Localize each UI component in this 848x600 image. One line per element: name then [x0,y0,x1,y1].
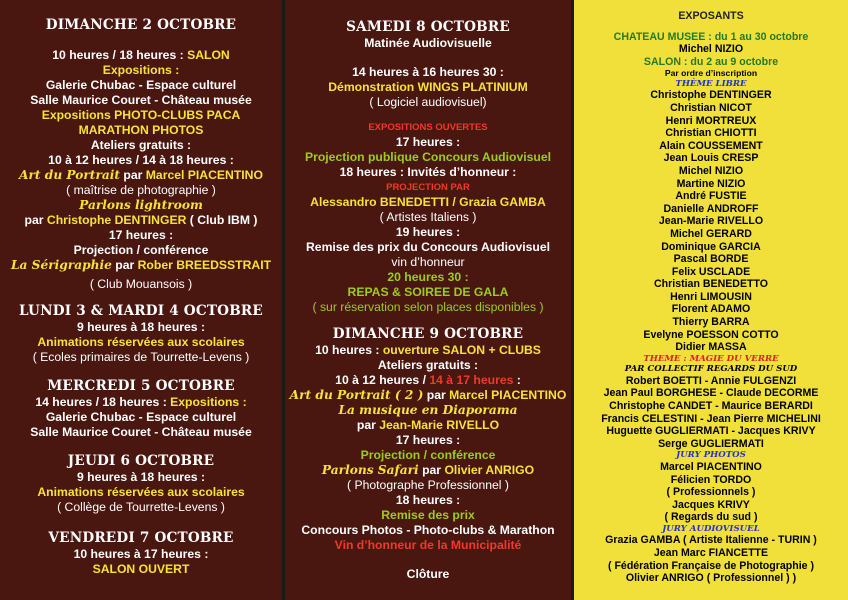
exhibitor-line: SALON : du 2 au 9 octobre [643,55,779,68]
schedule-line: 19 heures : [395,225,461,239]
schedule-line: ( Collège de Tourrette-Levens ) [57,500,225,514]
day-heading: DIMANCHE 9 OCTOBRE [332,326,524,342]
schedule-line: REPAS & SOIREE DE GALA [347,285,509,299]
exhibitor-line: Par ordre d’inscription [664,68,758,79]
schedule-line: ( maîtrise de photographie ) [66,183,216,197]
jury-heading: JURY PHOTOS [676,450,746,461]
schedule-line: vin d’honneur [391,255,465,269]
name-2: Christian NICOT [670,101,752,114]
schedule-line: 14 heures / 18 heures : Expositions : [35,395,247,409]
exhibitor-line: Michel NIZIO [678,43,744,56]
schedule-line: Animations réservées aux scolaires [37,485,245,499]
collective-name-2: Jean Paul BORGHESE - Claude DECORME [603,387,819,400]
name-9: André FUSTIE [675,190,747,203]
collective-name-1: Robert BOETTI - Annie FULGENZI [625,374,797,387]
schedule-line: 17 heures : [395,135,461,149]
schedule-line: Art du Portrait par Marcel PIACENTINO [19,168,263,182]
program-column-2 [285,0,571,600]
jury-heading: JURY AUDIOVISUEL [662,523,760,534]
schedule-line: 20 heures 30 : [387,270,469,284]
schedule-line: par Jean-Marie RIVELLO [356,418,500,432]
schedule-line: La musique en Diaporama [338,403,518,417]
name-17: Henri LIMOUSIN [670,290,752,303]
schedule-line: Expositions : [102,63,180,77]
name-10: Danielle ANDROFF [663,202,759,215]
schedule-line: Projection publique Concours Audiovisuel [304,150,552,164]
schedule-line: MARATHON PHOTOS [78,123,204,137]
day-heading: DIMANCHE 2 OCTOBRE [45,17,237,33]
schedule-line: Parlons Safari par Olivier ANRIGO [321,463,535,477]
name-15: Felix USCLADE [671,265,751,278]
collective-heading: PAR COLLECTIF REGARDS DU SUD [624,364,798,375]
day-heading: LUNDI 3 & MARDI 4 OCTOBRE [19,303,263,319]
name-20: Evelyne POESSON COTTO [643,328,779,341]
schedule-line: 14 heures à 16 heures 30 : [352,65,504,79]
schedule-line: Remise des prix [381,508,475,522]
exhibitors-column [574,0,848,600]
schedule-line: Remise des prix du Concours Audiovisuel [305,240,551,254]
name-11: Jean-Marie RIVELLO [658,215,764,228]
exhibitor-line: CHATEAU MUSEE : du 1 au 30 octobre [613,30,809,43]
name-4: Christian CHIOTTI [665,127,757,140]
collective-name-4: Francis CELESTINI - Jean Pierre MICHELINI [601,412,821,425]
schedule-line: 17 heures : [108,228,174,242]
day-heading: MERCREDI 5 OCTOBRE [47,378,235,394]
schedule-line: 9 heures à 18 heures : [76,470,206,484]
schedule-line: par Christophe DENTINGER ( Club IBM ) [24,213,258,227]
collective-name-3: Christophe CANDET - Maurice BERARDI [609,400,813,413]
schedule-line: Matinée Audiovisuelle [364,36,492,50]
jury-photo-5: ( Regards du sud ) [664,511,758,524]
jury-photo-3: ( Professionnels ) [666,486,756,499]
name-13: Dominique GARCIA [661,240,761,253]
schedule-line: ( Ecoles primaires de Tourrette-Levens ) [32,350,250,364]
schedule-line: Animations réservées aux scolaires [37,335,245,349]
schedule-line: 9 heures à 18 heures : [76,320,206,334]
schedule-line: Démonstration WINGS PLATINIUM [328,80,528,94]
schedule-line: ( Artistes Italiens ) [379,210,477,224]
name-21: Didier MASSA [675,341,747,354]
day-heading: JEUDI 6 OCTOBRE [67,453,215,469]
schedule-line: Galerie Chubac - Espace culturel [45,78,237,92]
schedule-line: Alessandro BENEDETTI / Grazia GAMBA [310,195,546,209]
schedule-line: 18 heures : [395,493,461,507]
schedule-line: Ateliers gratuits : [90,138,192,152]
theme-heading: THÈME LIBRE [675,78,747,89]
schedule-line: Projection / conférence [360,448,496,462]
schedule-line: Art du Portrait ( 2 ) par Marcel PIACENTINO [289,388,567,402]
name-14: Pascal BORDE [673,253,749,266]
jury-av-1: Grazia GAMBA ( Artiste Italienne - TURIN ) [605,534,817,547]
name-16: Christian BENEDETTO [654,278,768,291]
schedule-line: ( Club Mouansois ) [89,277,193,291]
day-heading: SAMEDI 8 OCTOBRE [346,19,510,35]
schedule-line: SALON OUVERT [92,562,190,576]
jury-photo-1: Marcel PIACENTINO [660,460,762,473]
name-6: Jean Louis CRESP [663,152,759,165]
schedule-line: 10 heures à 17 heures : [73,547,209,561]
schedule-line: EXPOSITIONS OUVERTES [368,122,488,133]
name-5: Alain COUSSEMENT [659,139,763,152]
name-1: Christophe DENTINGER [650,89,772,102]
name-7: Michel NIZIO [678,164,744,177]
collective-name-5: Huguette GUGLIERMATI - Jacques KRIVY [606,425,816,438]
program-column-1 [0,0,282,600]
schedule-line: 17 heures : [395,433,461,447]
schedule-line: Galerie Chubac - Espace culturel [45,410,237,424]
schedule-line: ( Logiciel audiovisuel) [369,95,487,109]
name-8: Martine NIZIO [676,177,746,190]
schedule-line: Projection / conférence [73,243,209,257]
schedule-line: 10 à 12 heures / 14 à 17 heures : [335,373,521,387]
name-19: Thierry BARRA [672,316,750,329]
jury-photo-2: Félicien TORDO [670,473,752,486]
schedule-line: 10 heures : ouverture SALON + CLUBS [315,343,541,357]
schedule-line: Ateliers gratuits : [377,358,479,372]
schedule-line: ( sur réservation selon places disponibles ) [312,300,544,314]
name-12: Michel GERARD [670,227,752,240]
theme-heading: THEME : MAGIE DU VERRE [643,353,779,364]
schedule-line: Expositions PHOTO-CLUBS PACA [41,108,241,122]
exhibitors-title: EXPOSANTS [678,10,744,22]
day-heading: VENDREDI 7 OCTOBRE [48,530,234,546]
jury-photo-4: Jacques KRIVY [672,498,750,511]
schedule-line: Concours Photos - Photo-clubs & Marathon [301,523,555,537]
schedule-line: Vin d’honneur de la Municipalité [334,538,522,552]
collective-name-6: Serge GUGLIERMATI [658,437,764,450]
schedule-line: La Sérigraphie par Rober BREEDSSTRAIT [10,258,272,272]
schedule-line: PROJECTION PAR [386,182,470,193]
schedule-line: Clôture [406,567,450,581]
schedule-line: 10 à 12 heures / 14 à 18 heures : [48,153,234,167]
schedule-line: 10 heures / 18 heures : SALON [52,48,230,62]
schedule-line: 18 heures : Invités d’honneur : [339,165,517,179]
jury-av-3: ( Fédération Française de Photographie ) [607,559,815,572]
jury-av-2: Jean Marc FIANCETTE [653,546,769,559]
jury-av-4: Olivier ANRIGO ( Professionnel ) ) [625,572,797,585]
schedule-line: Salle Maurice Couret - Château musée [30,93,252,107]
schedule-line: ( Photographe Professionnel ) [347,478,509,492]
name-18: Florent ADAMO [671,303,751,316]
schedule-line: Parlons lightroom [79,198,203,212]
name-3: Henri MORTREUX [665,114,757,127]
schedule-line: Salle Maurice Couret - Château musée [30,425,252,439]
